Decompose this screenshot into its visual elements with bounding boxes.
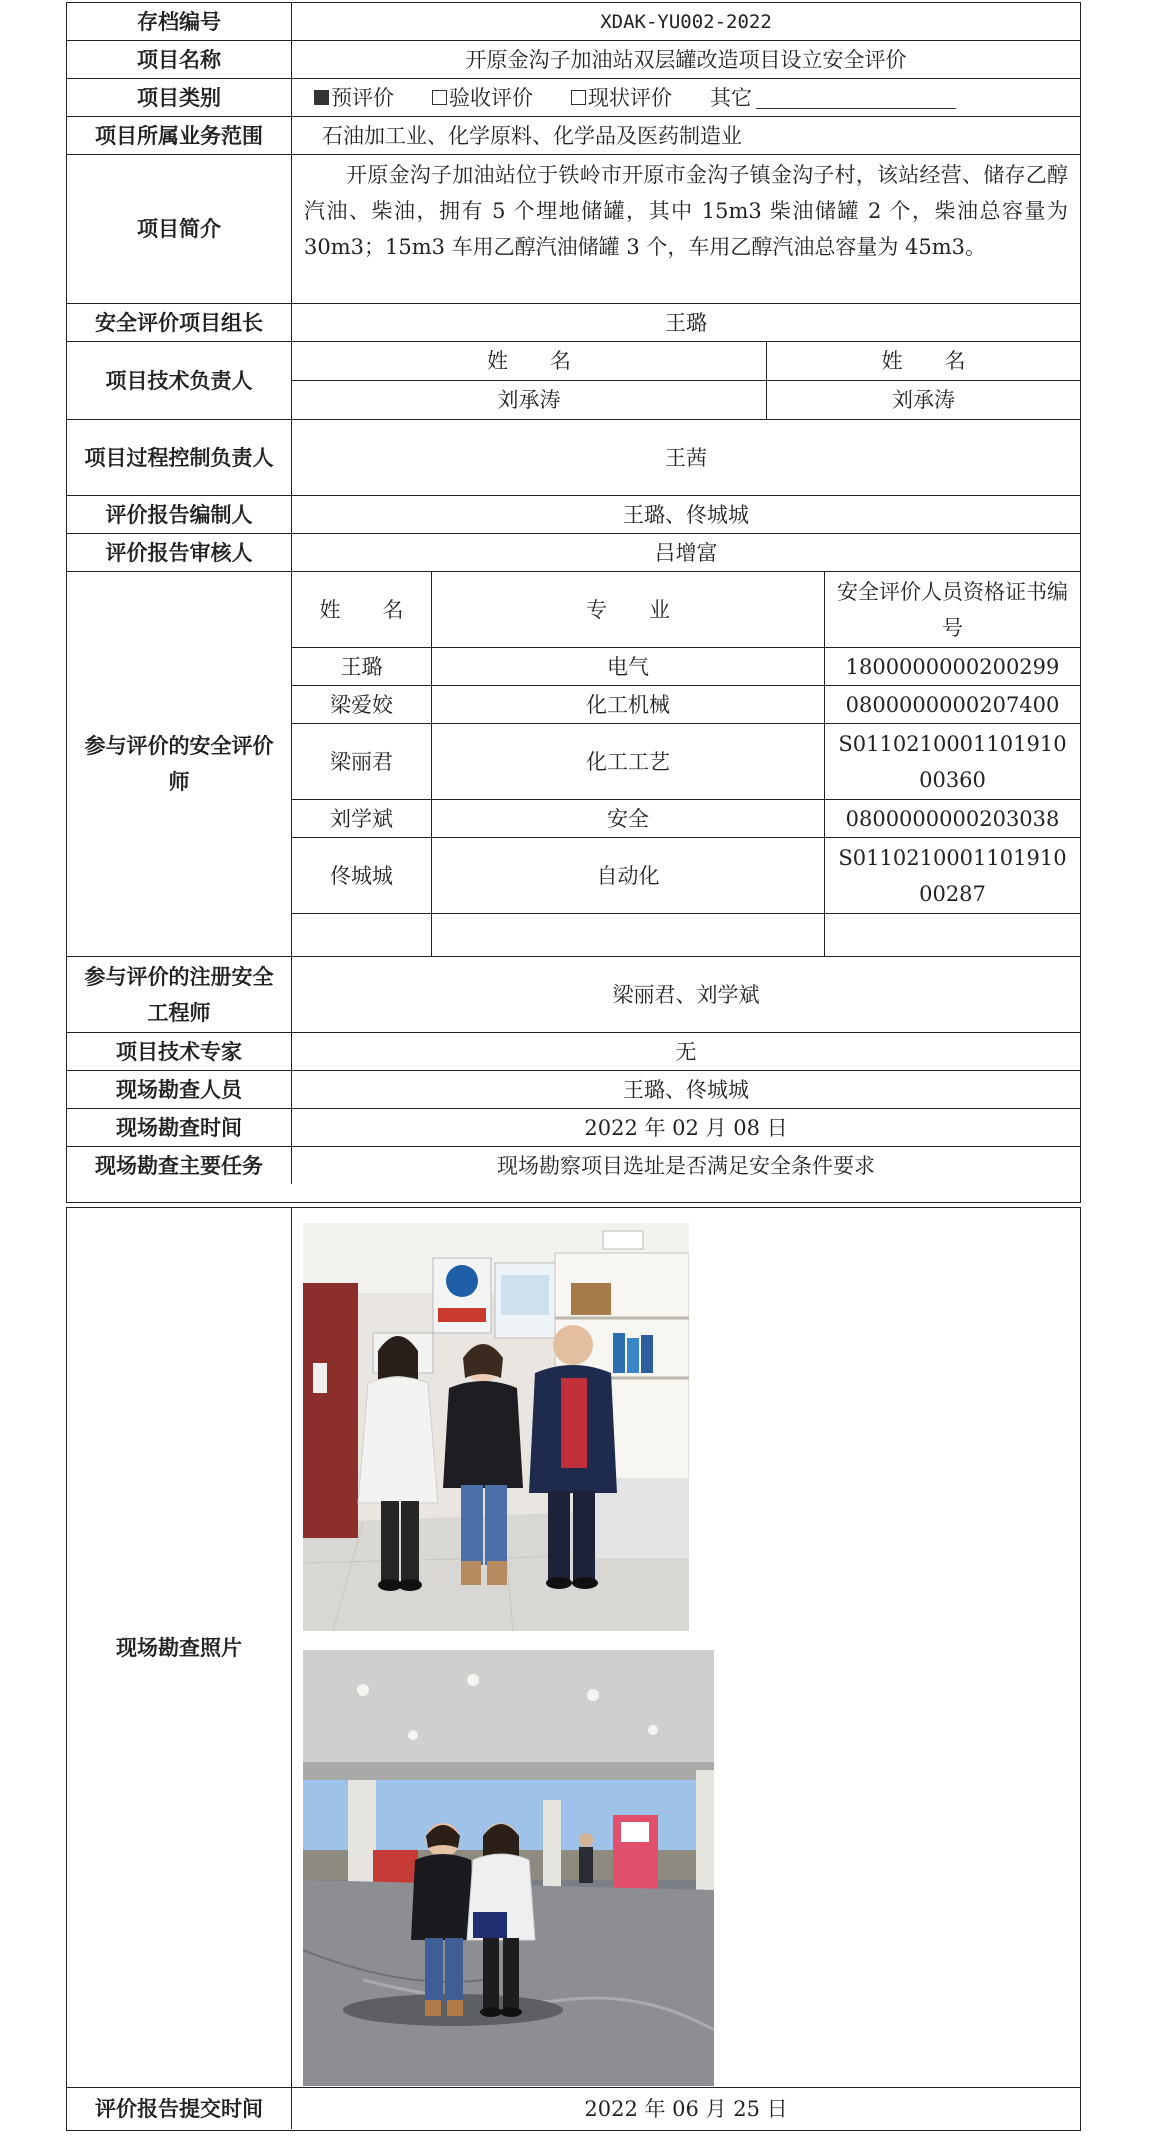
team-leader-value: 王璐	[665, 310, 707, 335]
business-scope-label: 项目所属业务范围	[67, 117, 292, 154]
site-photo-indoor	[303, 1223, 689, 1631]
summary-text: 开原金沟子加油站位于铁岭市开原市金沟子镇金沟子村，该站经营、储存乙醇汽油、柴油，拥有 5 个埋地储罐，其中 15m3 柴油储罐 2 个，柴油总容量为 30m3；15m3 车用乙醇汽油储罐 3 个，车用乙醇汽油总容量为 45m3。	[304, 163, 1068, 259]
row-survey-staff	[67, 1071, 1080, 1109]
assessor-name	[292, 914, 432, 956]
project-type-options	[292, 79, 1080, 116]
assessor-cert: 1800000000200299	[845, 654, 1060, 679]
checkbox-checked-icon	[314, 90, 329, 105]
assessor-major: 自动化	[432, 838, 825, 913]
assessors-header-cert: 安全评价人员资格证书编号	[837, 579, 1068, 640]
assessor-major: 电气	[432, 648, 825, 685]
assessor-name: 梁丽君	[292, 724, 432, 799]
row-tech-lead	[67, 342, 1080, 420]
process-control-value: 王茜	[665, 445, 707, 470]
summary-cell	[292, 155, 1080, 303]
assessors-grid	[292, 572, 1080, 956]
table-row	[292, 724, 1080, 800]
row-process-control	[67, 420, 1080, 496]
assessor-name: 刘学斌	[292, 800, 432, 837]
project-name-value: 开原金沟子加油站双层罐改造项目设立安全评价	[465, 47, 907, 72]
table-row	[292, 800, 1080, 838]
tech-lead-name-row	[292, 381, 1080, 419]
tech-lead-label: 项目技术负责人	[67, 342, 292, 419]
team-leader-label: 安全评价项目组长	[67, 304, 292, 341]
reviewer-value: 吕增富	[654, 540, 718, 565]
option-other-label: 其它	[710, 85, 752, 110]
row-business-scope	[67, 117, 1080, 155]
survey-task-label: 现场勘查主要任务	[67, 1147, 292, 1184]
row-project-name	[67, 41, 1080, 79]
expert-label: 项目技术专家	[67, 1033, 292, 1070]
business-scope-value: 石油加工业、化学原料、化学品及医药制造业	[322, 123, 742, 148]
survey-staff-label: 现场勘查人员	[67, 1071, 292, 1108]
option-status-eval[interactable]	[571, 80, 672, 116]
compiler-value: 王璐、佟城城	[623, 502, 749, 527]
expert-value: 无	[675, 1039, 697, 1064]
row-summary	[67, 155, 1080, 304]
assessor-cert	[825, 914, 1080, 956]
engineers-label: 参与评价的注册安全工程师	[67, 957, 292, 1032]
outdoor-photo-illustration	[303, 1650, 714, 2086]
checkbox-empty-icon	[571, 90, 586, 105]
assessor-major	[432, 914, 825, 956]
other-blank-line[interactable]	[756, 86, 956, 109]
submit-time-value: 2022 年 06 月 25 日	[584, 2096, 788, 2121]
assessor-major: 化工工艺	[432, 724, 825, 799]
table-row	[292, 838, 1080, 914]
site-photo-outdoor	[303, 1650, 714, 2086]
summary-label: 项目简介	[67, 155, 292, 303]
row-assessors	[67, 572, 1080, 957]
assessor-cert: 0800000000203038	[845, 806, 1060, 831]
project-type-label: 项目类别	[67, 79, 292, 116]
archive-no-label: 存档编号	[67, 3, 292, 40]
assessor-name: 佟城城	[292, 838, 432, 913]
assessor-name: 梁爱姣	[292, 686, 432, 723]
table-row	[292, 686, 1080, 724]
tech-lead-header-row	[292, 342, 1080, 381]
row-submit-time	[67, 2088, 1080, 2129]
row-reviewer	[67, 534, 1080, 572]
row-archive-no	[67, 3, 1080, 41]
table-row	[292, 648, 1080, 686]
assessor-cert: S011021000110191000360	[838, 731, 1067, 792]
survey-time-value: 2022 年 02 月 08 日	[584, 1115, 788, 1140]
option-pre-eval[interactable]	[314, 80, 394, 116]
option-label: 预评价	[331, 85, 394, 110]
assessor-major: 化工机械	[432, 686, 825, 723]
row-team-leader	[67, 304, 1080, 342]
tech-lead-header-right: 姓 名	[881, 349, 966, 373]
assessor-cert: S011021000110191000287	[838, 845, 1067, 906]
assessor-major: 安全	[432, 800, 825, 837]
reviewer-label: 评价报告审核人	[67, 534, 292, 571]
tech-lead-header-left: 姓 名	[292, 342, 767, 380]
project-name-label: 项目名称	[67, 41, 292, 78]
process-control-label: 项目过程控制负责人	[67, 420, 292, 495]
assessors-header-row	[292, 572, 1080, 648]
option-acceptance-eval[interactable]	[432, 80, 533, 116]
survey-task-value: 现场勘察项目选址是否满足安全条件要求	[497, 1153, 875, 1178]
indoor-photo-illustration	[303, 1223, 689, 1631]
option-label: 现状评价	[588, 85, 672, 110]
assessors-label: 参与评价的安全评价师	[67, 572, 292, 956]
submit-time-label: 评价报告提交时间	[67, 2088, 292, 2129]
archive-no-value: XDAK-YU002-2022	[600, 10, 772, 33]
survey-staff-value: 王璐、佟城城	[623, 1077, 749, 1102]
row-expert	[67, 1033, 1080, 1071]
survey-time-label: 现场勘查时间	[67, 1109, 292, 1146]
checkbox-empty-icon	[432, 90, 447, 105]
assessor-cert: 0800000000207400	[845, 692, 1060, 717]
row-project-type	[67, 79, 1080, 117]
table-row	[292, 914, 1080, 956]
compiler-label: 评价报告编制人	[67, 496, 292, 533]
tech-lead-name-left: 刘承涛	[292, 381, 767, 419]
engineers-value: 梁丽君、刘学斌	[612, 982, 760, 1007]
row-engineers	[67, 957, 1080, 1033]
assessors-header-major: 专 业	[432, 572, 825, 647]
tech-lead-grid	[292, 342, 1080, 419]
tech-lead-name-right: 刘承涛	[892, 388, 955, 412]
option-label: 验收评价	[449, 85, 533, 110]
assessors-header-name: 姓 名	[292, 572, 432, 647]
row-survey-task	[67, 1147, 1080, 1184]
photos-label: 现场勘查照片	[67, 1208, 292, 2087]
assessor-name: 王璐	[292, 648, 432, 685]
row-survey-time	[67, 1109, 1080, 1147]
row-compiler	[67, 496, 1080, 534]
info-table	[66, 2, 1081, 1203]
option-other	[710, 80, 956, 116]
